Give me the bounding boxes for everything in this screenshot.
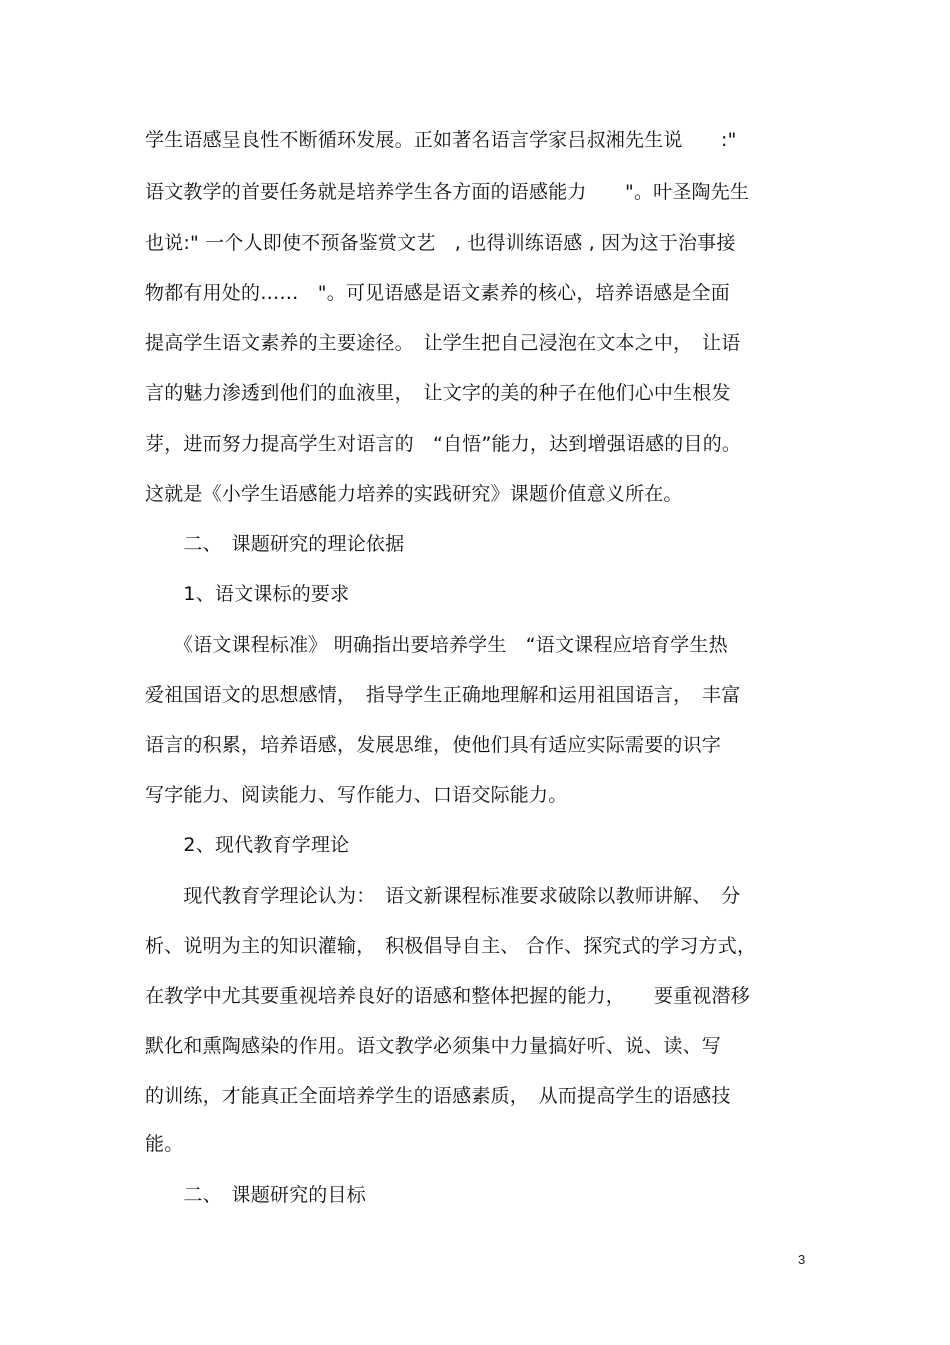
paragraph-line: 在教学中尤其要重视培养良好的语感和整体把握的能力， 要重视潜移: [145, 985, 750, 1007]
paragraph-line: 默化和熏陶感染的作用。语文教学必须集中力量搞好听、说、读、写: [145, 1035, 722, 1057]
section-heading: 二、 课题研究的理论依据: [145, 533, 405, 555]
section-heading: 二、 课题研究的目标: [145, 1184, 366, 1206]
paragraph-line: 析、说明为主的知识灌输， 积极倡导自主、 合作、探究式的学习方式，: [145, 935, 757, 957]
page-number: 3: [798, 1252, 806, 1267]
paragraph-line: 语言的积累，培养语感，发展思维，使他们具有适应实际需要的识字: [145, 734, 722, 756]
paragraph-line: 现代教育学理论认为： 语文新课程标准要求破除以教师讲解、 分: [145, 885, 741, 907]
paragraph-line: 也说:" 一个人即使不预备鉴赏文艺 , 也得训练语感 , 因为这于治事接: [145, 232, 736, 254]
paragraph-line: 爱祖国语文的思想感情， 指导学生正确地理解和运用祖国语言， 丰富: [145, 684, 741, 706]
paragraph-line: 这就是《小学生语感能力培养的实践研究》课题价值意义所在。: [145, 483, 683, 505]
paragraph-line: 写字能力、阅读能力、写作能力、口语交际能力。: [145, 784, 568, 806]
paragraph-line: 芽，进而努力提高学生对语言的 “自悟”能力，达到增强语感的目的。: [145, 433, 742, 455]
paragraph-line: 学生语感呈良性不断循环发展。正如著名语言学家吕叔湘先生说 :": [145, 129, 737, 151]
paragraph-line: 言的魅力渗透到他们的血液里， 让文字的美的种子在他们心中生根发: [145, 382, 731, 404]
paragraph-line: 的训练，才能真正全面培养学生的语感素质， 从而提高学生的语感技: [145, 1085, 731, 1107]
paragraph-line: 能。: [145, 1133, 184, 1155]
paragraph-line: 语文教学的首要任务就是培养学生各方面的语感能力 "。叶圣陶先生: [145, 181, 750, 203]
subsection-heading: 1、语文课标的要求: [145, 583, 350, 605]
paragraph-line: 《语文课程标准》 明确指出要培养学生 “语文课程应培育学生热: [145, 634, 728, 656]
paragraph-line: 物都有用处的…… "。可见语感是语文素养的核心，培养语感是全面: [145, 282, 730, 304]
subsection-heading: 2、现代教育学理论: [145, 834, 350, 856]
paragraph-line: 提高学生语文素养的主要途径。 让学生把自己浸泡在文本之中， 让语: [145, 332, 741, 354]
